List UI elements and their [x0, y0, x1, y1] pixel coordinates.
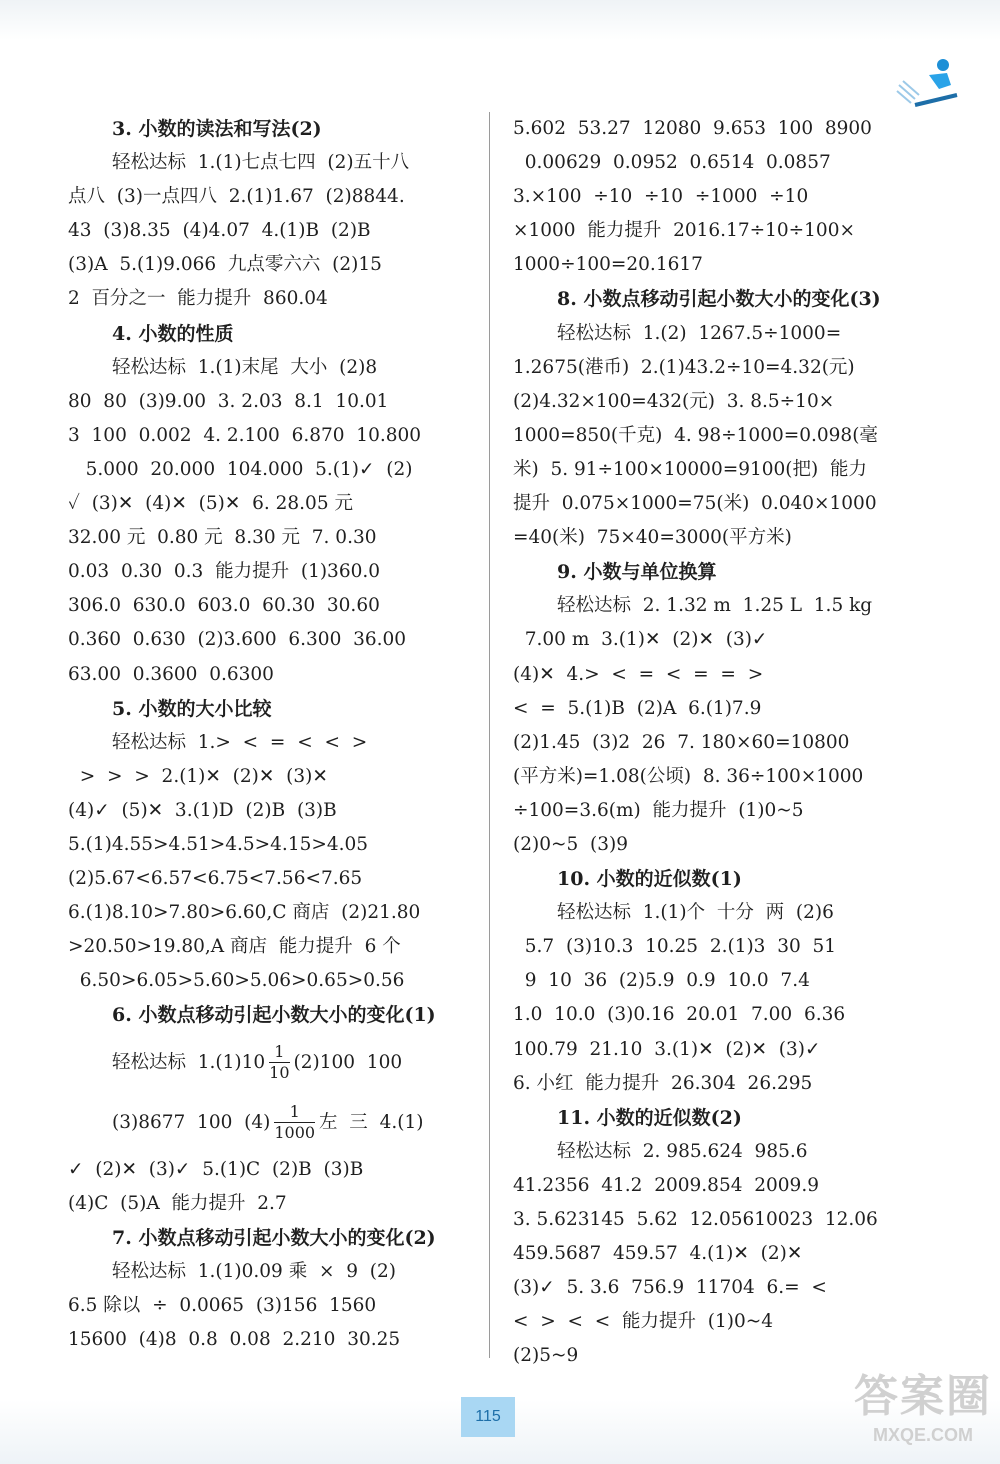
answer-line: 9 10 36 (2)5.9 0.9 10.0 7.4: [513, 970, 810, 992]
line-text: (2)100 100: [293, 1051, 403, 1073]
answer-line: 41.2356 41.2 2009.854 2009.9: [513, 1174, 819, 1196]
answer-line: 提升 0.075×1000=75(米) 0.040×1000: [513, 493, 877, 515]
answer-line: (4)✓ (5)✕ 3.(1)D (2)B (3)B: [68, 799, 337, 821]
answer-line: 5.602 53.27 12080 9.653 100 8900: [513, 118, 872, 139]
answer-line: ✓ (3)✕ (4)✕ (5)✕ 6. 28.05 元: [68, 493, 353, 515]
answer-line: 6.50>6.05>5.60>5.06>0.65>0.56: [68, 970, 405, 992]
answer-line: ×1000 能力提升 2016.17÷10÷100×: [513, 220, 855, 242]
answer-line: 43 (3)8.35 (4)4.07 4.(1)B (2)B: [68, 220, 371, 242]
fraction-answer-line: [68, 1033, 476, 1093]
section-heading: 11. 小数的近似数(2): [557, 1106, 742, 1129]
answer-line: 1.2675(港币) 2.(1)43.2÷10=4.32(元): [513, 356, 855, 378]
answer-line: 轻松达标 1.(1)0.09 乘 × 9 (2): [112, 1260, 396, 1282]
watermark-logo-text: 答案圈: [854, 1372, 992, 1421]
right-answer-column: [513, 112, 915, 1373]
answer-line: 0.00629 0.0952 0.6514 0.0857: [513, 152, 831, 174]
answer-line: < > < < 能力提升 (1)0~4: [513, 1311, 774, 1333]
watermark-url: MXQE.COM: [872, 1425, 973, 1445]
answer-line: 轻松达标 1.(1)末尾 大小 (2)8: [112, 356, 378, 378]
section-heading: 7. 小数点移动引起小数大小的变化(2): [112, 1226, 436, 1249]
section-heading: 3. 小数的读法和写法(2): [112, 118, 322, 140]
answer-line: 3.×100 ÷10 ÷10 ÷1000 ÷10: [513, 186, 809, 208]
answer-line: 6. 小红 能力提升 26.304 26.295: [513, 1072, 813, 1094]
answer-line: 6.5 除以 ÷ 0.0065 (3)156 1560: [68, 1294, 377, 1316]
fraction-denominator: 10: [269, 1063, 290, 1083]
section-heading: 10. 小数的近似数(1): [557, 868, 742, 891]
answer-line: (4)C (5)A 能力提升 2.7: [68, 1192, 287, 1214]
answer-line: 459.5687 459.57 4.(1)✕ (2)✕: [513, 1243, 803, 1265]
watermark: [848, 1372, 998, 1462]
answer-line: (2)0~5 (3)9: [513, 833, 628, 855]
answer-line: 点八 (3)一点四八 2.(1)1.67 (2)8844.: [68, 186, 405, 208]
answer-line: 米) 5. 91÷100×10000=9100(把) 能力: [513, 458, 867, 480]
answer-line: 6.(1)8.10>7.80>6.60,C 商店 (2)21.80: [68, 902, 421, 924]
answer-line: (2)5~9: [513, 1345, 579, 1367]
answer-line: 轻松达标 2. 985.624 985.6: [557, 1140, 808, 1162]
line-text: (3)8677 100 (4): [112, 1111, 271, 1133]
answer-line: >20.50>19.80,A 商店 能力提升 6 个: [68, 936, 401, 958]
answer-line: 轻松达标 1.(2) 1267.5÷1000=: [557, 322, 842, 344]
answer-line: 3. 5.623145 5.62 12.05610023 12.06: [513, 1209, 878, 1230]
answer-line: 1.0 10.0 (3)0.16 20.01 7.00 6.36: [513, 1004, 846, 1026]
answer-line: 轻松达标 2. 1.32 m 1.25 L 1.5 kg: [557, 595, 873, 617]
answer-line: 63.00 0.3600 0.6300: [68, 663, 274, 685]
answer-line: (4)✕ 4.> < = < = = >: [513, 663, 764, 685]
answer-line: 5.000 20.000 104.000 5.(1)✓ (2): [68, 458, 413, 480]
left-answer-column: [68, 112, 476, 1357]
section-heading: 4. 小数的性质: [112, 322, 234, 345]
answer-line: ✓ (2)✕ (3)✓ 5.(1)C (2)B (3)B: [68, 1158, 364, 1180]
answer-line: 0.03 0.30 0.3 能力提升 (1)360.0: [68, 561, 381, 583]
answer-line: 轻松达标 1.(1)七点七四 (2)五十八: [112, 152, 410, 174]
answer-line: (平方米)=1.08(公顷) 8. 36÷100×1000: [513, 765, 864, 787]
answer-line: (3)✓ 5. 3.6 756.9 11704 6.= <: [513, 1277, 827, 1299]
answer-line: 3 100 0.002 4. 2.100 6.870 10.800: [68, 424, 422, 446]
answer-line: (2)5.67<6.57<6.75<7.56<7.65: [68, 868, 363, 890]
answer-line: 100.79 21.10 3.(1)✕ (2)✕ (3)✓: [513, 1038, 821, 1060]
section-heading: 5. 小数的大小比较: [112, 697, 272, 720]
answer-line: 5.(1)4.55>4.51>4.5>4.15>4.05: [68, 833, 369, 855]
skier-icon: [895, 55, 965, 115]
answer-line: 轻松达标 1.> < = < < >: [112, 731, 368, 753]
answer-line: =40(米) 75×40=3000(平方米): [513, 527, 792, 549]
fraction-numerator: 1: [274, 1102, 315, 1123]
fraction-answer-line: [68, 1093, 476, 1153]
answer-line: 15600 (4)8 0.8 0.08 2.210 30.25: [68, 1329, 401, 1350]
answer-line: 32.00 元 0.80 元 8.30 元 7. 0.30: [68, 527, 377, 549]
answer-line: 80 80 (3)9.00 3. 2.03 8.1 10.01: [68, 390, 389, 412]
fraction-numerator: 1: [269, 1042, 289, 1063]
section-heading: 8. 小数点移动引起小数大小的变化(3): [557, 288, 881, 311]
answer-line: 2 百分之一 能力提升 860.04: [68, 288, 328, 310]
answer-line: (3)A 5.(1)9.066 九点零六六 (2)15: [68, 254, 382, 276]
section-heading: 9. 小数与单位换算: [557, 561, 717, 584]
answer-line: 0.360 0.630 (2)3.600 6.300 36.00: [68, 629, 407, 651]
answer-line: 7.00 m 3.(1)✕ (2)✕ (3)✓: [513, 629, 768, 651]
answer-line: (2)1.45 (3)2 26 7. 180×60=10800: [513, 731, 850, 753]
answer-line: < = 5.(1)B (2)A 6.(1)7.9: [513, 697, 762, 719]
page-number: 115: [461, 1397, 515, 1437]
answer-line: ÷100=3.6(m) 能力提升 (1)0~5: [513, 799, 804, 821]
answer-line: 1000=850(千克) 4. 98÷1000=0.098(毫: [513, 424, 878, 446]
answer-line: 5.7 (3)10.3 10.25 2.(1)3 30 51: [513, 936, 837, 958]
answer-line: 306.0 630.0 603.0 60.30 30.60: [68, 595, 380, 617]
section-heading: 6. 小数点移动引起小数大小的变化(1): [112, 1004, 436, 1027]
answer-line: 轻松达标 1.(1)个 十分 两 (2)6: [557, 902, 834, 924]
column-divider: [489, 112, 490, 1358]
answer-line: > > > 2.(1)✕ (2)✕ (3)✕: [68, 765, 328, 787]
line-text: 左 三 4.(1): [319, 1111, 424, 1133]
top-texture: [0, 0, 1000, 40]
line-text: 轻松达标 1.(1)10: [112, 1051, 266, 1073]
fraction: [269, 1042, 289, 1083]
fraction-denominator: 1000: [274, 1123, 316, 1143]
answer-line: 1000÷100=20.1617: [513, 254, 703, 276]
answer-line: (2)4.32×100=432(元) 3. 8.5÷10×: [513, 390, 835, 412]
fraction: [274, 1102, 315, 1143]
